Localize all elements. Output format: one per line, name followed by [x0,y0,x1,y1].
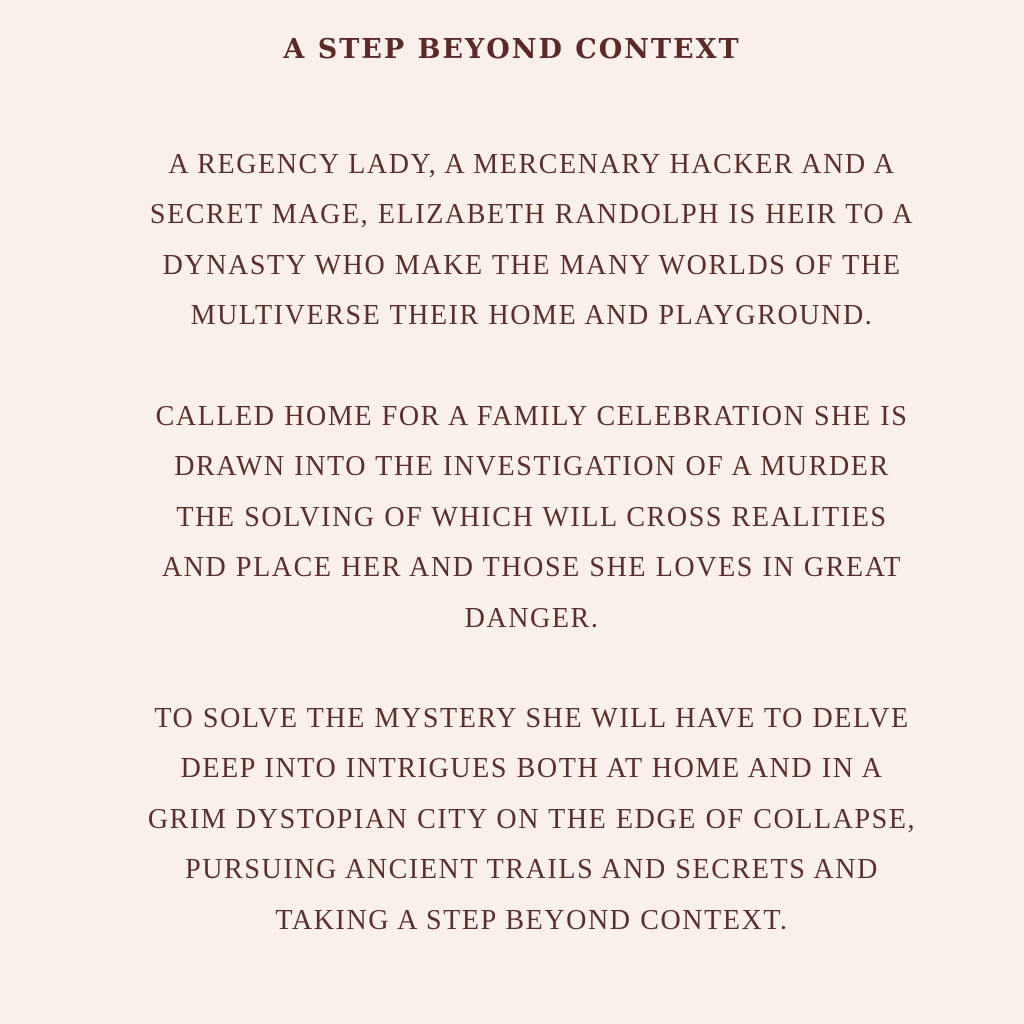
blurb-paragraph-1 [112,140,952,342]
page-title: A STEP BEYOND CONTEXT [283,34,741,65]
paragraph-line: CALLED HOME FOR A FAMILY CELEBRATION SHE IS [155,401,909,432]
paragraph-line: AND PLACE HER AND THOSE SHE LOVES IN GREAT [161,552,903,584]
paragraph-line: SECRET MAGE, ELIZABETH RANDOLPH IS HEIR TO A [149,199,915,231]
paragraph-line: DRAWN INTO THE INVESTIGATION OF A MURDER [174,451,890,483]
paragraph-line: TAKING A STEP BEYOND CONTEXT. [275,904,789,936]
paragraph-line: PURSUING ANCIENT TRAILS AND SECRETS AND [185,854,879,886]
paragraph-line: DYNASTY WHO MAKE THE MANY WORLDS OF THE [162,249,902,281]
blurb-paragraph-3 [112,694,952,946]
paragraph-line: A REGENCY LADY, A MERCENARY HACKER AND A [168,149,896,180]
paragraph-line: MULTIVERSE THEIR HOME AND PLAYGROUND. [190,300,874,332]
paragraph-line: THE SOLVING OF WHICH WILL CROSS REALITIES [176,501,888,533]
paragraph-line: DANGER. [464,602,600,634]
paragraph-line: TO SOLVE THE MYSTERY SHE WILL HAVE TO DELVE [154,703,910,734]
blurb-paragraph-2 [112,392,952,644]
paragraph-line: DEEP INTO INTRIGUES BOTH AT HOME AND IN A [180,753,884,785]
paragraph-line: GRIM DYSTOPIAN CITY ON THE EDGE OF COLLAPSE, [147,803,917,835]
